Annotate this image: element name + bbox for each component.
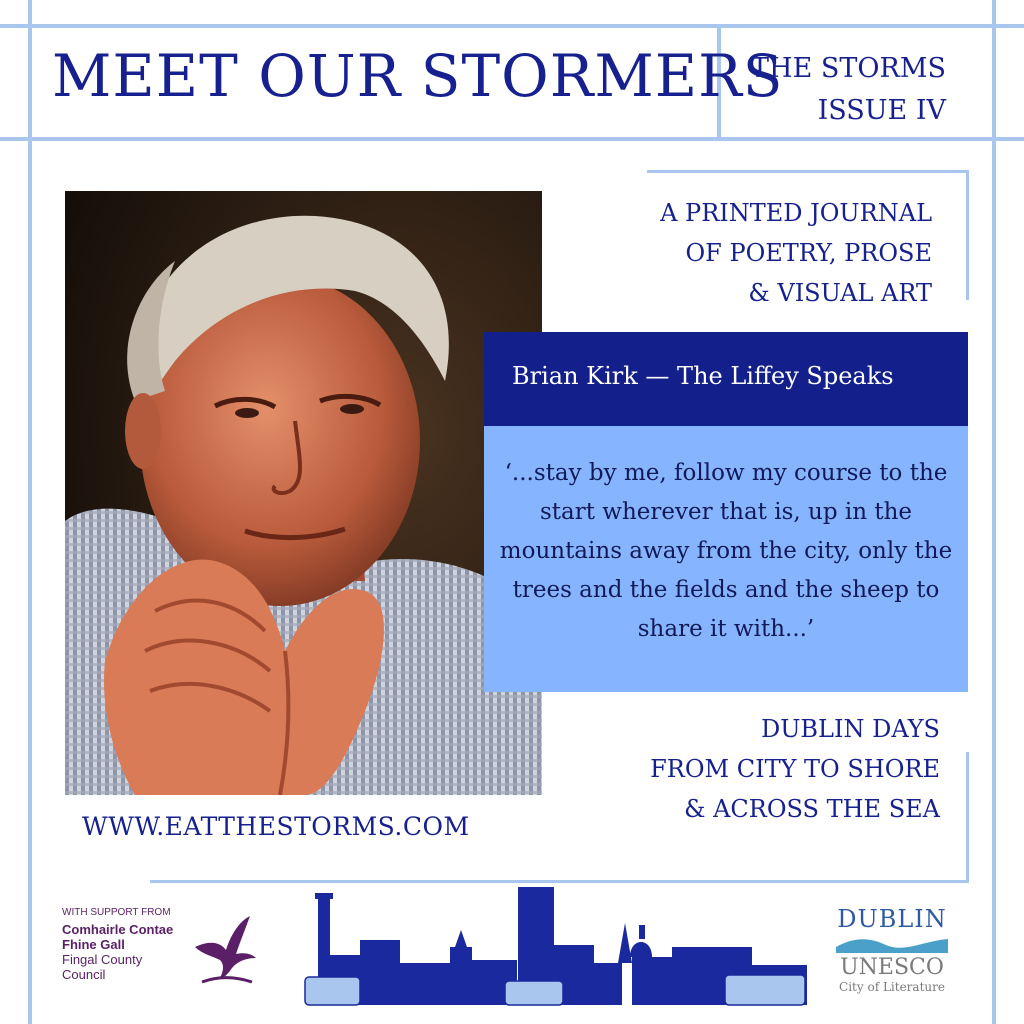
dublin-logo-bottom: City of Literature [839, 980, 945, 994]
page-title: MEET OUR STORMERS [52, 42, 784, 110]
tagline-bottom [650, 709, 940, 829]
dublin-logo-wave [834, 933, 950, 953]
tagline-top-line-3: & VISUAL ART [748, 279, 932, 307]
issue-label [751, 48, 946, 132]
tagline-bottom-line-3: & ACROSS THE SEA [684, 795, 940, 823]
frame-header-bottom [0, 137, 1024, 141]
fingal-bird-logo [190, 912, 260, 986]
bracket-bottom-horizontal [150, 880, 969, 883]
tagline-bottom-line-1: DUBLIN DAYS [760, 715, 940, 743]
issue-line-2: ISSUE IV [817, 95, 946, 126]
dublin-skyline-graphic [300, 885, 810, 1010]
author-title: Brian Kirk — The Liffey Speaks [512, 362, 894, 390]
author-photo [65, 191, 542, 795]
frame-top [0, 24, 1024, 28]
quote-text: ‘...stay by me, follow my course to the start wherever that is, up in the mountains away from the city, only the trees and the fields and the sheep to share it with...’ [499, 460, 953, 642]
tagline-top-line-1: A PRINTED JOURNAL [660, 199, 932, 227]
dublin-logo-top: DUBLIN [837, 905, 947, 933]
bracket-bottom-vertical [966, 752, 969, 882]
bracket-top-horizontal [647, 170, 969, 173]
tagline-top-line-2: OF POETRY, PROSE [685, 239, 932, 267]
support-intro: WITH SUPPORT FROM [62, 907, 171, 918]
website-link[interactable]: WWW.EATTHESTORMS.COM [82, 812, 470, 841]
tagline-bottom-line-2: FROM CITY TO SHORE [650, 755, 940, 783]
issue-line-1: THE STORMS [751, 53, 946, 84]
support-org-line-2: Fhine Gall [62, 937, 125, 952]
dublin-logo-middle: UNESCO [840, 955, 944, 980]
quote-box [484, 426, 968, 692]
support-org-line-4: Council [62, 967, 106, 982]
support-org-line-1: Comhairle Contae [62, 922, 174, 937]
bracket-top-vertical [966, 170, 969, 300]
author-title-banner [484, 332, 968, 426]
support-credit [62, 907, 173, 982]
support-org-line-3: Fingal County [62, 952, 143, 967]
tagline-top [660, 193, 932, 313]
frame-left [28, 0, 32, 1024]
dublin-unesco-logo [834, 905, 950, 994]
frame-right [992, 0, 996, 1024]
